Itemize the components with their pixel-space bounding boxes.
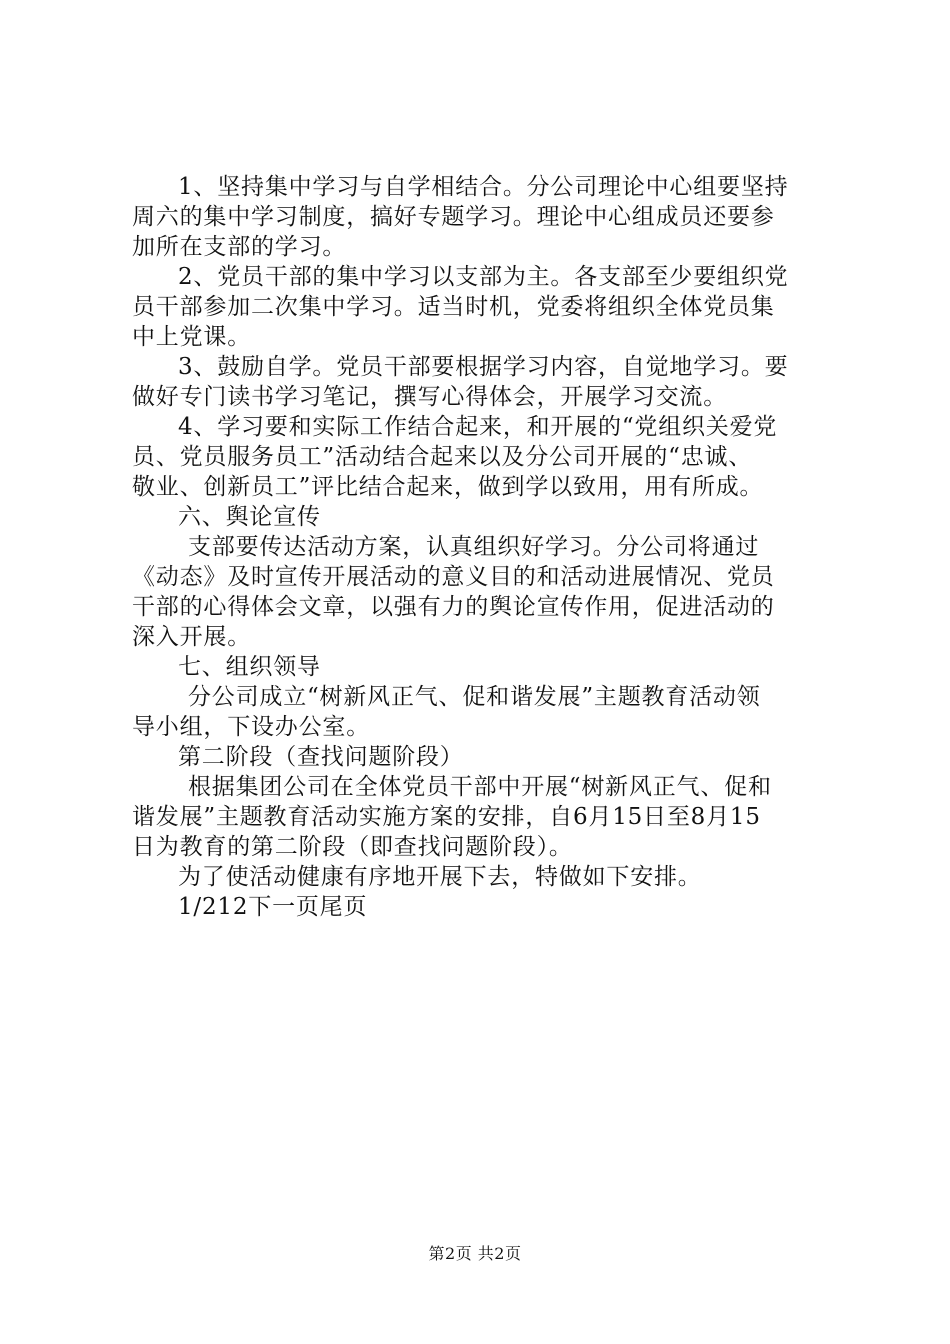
section-heading: 六、舆论宣传 bbox=[178, 504, 321, 530]
paragraph-line: 谐发展”主题教育活动实施方案的安排，自6月15日至8月15 bbox=[132, 804, 761, 830]
pagination-text: 1/212下一页尾页 bbox=[178, 894, 368, 920]
paragraph-line: 做好专门读书学习笔记，撰写心得体会，开展学习交流。 bbox=[132, 384, 727, 410]
paragraph-line: 导小组，下设办公室。 bbox=[132, 714, 370, 740]
paragraph-line: 干部的心得体会文章，以强有力的舆论宣传作用，促进活动的 bbox=[132, 594, 775, 620]
paragraph-line: 3、鼓励自学。党员干部要根据学习内容，自觉地学习。要 bbox=[178, 354, 789, 380]
paragraph-line: 分公司成立“树新风正气、促和谐发展”主题教育活动领 bbox=[188, 684, 761, 710]
document-body bbox=[132, 172, 832, 922]
section-heading: 第二阶段（查找问题阶段） bbox=[178, 744, 464, 770]
paragraph-line: 2、党员干部的集中学习以支部为主。各支部至少要组织党 bbox=[178, 264, 789, 290]
page-footer: 第2页 共2页 bbox=[428, 1244, 522, 1263]
paragraph-line: 深入开展。 bbox=[132, 624, 251, 650]
paragraph-line: 加所在支部的学习。 bbox=[132, 234, 347, 260]
section-heading: 七、组织领导 bbox=[178, 654, 321, 680]
paragraph-line: 《动态》及时宣传开展活动的意义目的和活动进展情况、党员 bbox=[132, 564, 775, 590]
paragraph-line: 员干部参加二次集中学习。适当时机，党委将组织全体党员集 bbox=[132, 294, 775, 320]
paragraph-line: 支部要传达活动方案，认真组织好学习。分公司将通过 bbox=[188, 534, 760, 560]
paragraph-line: 中上党课。 bbox=[132, 324, 251, 350]
paragraph-line: 员、党员服务员工”活动结合起来以及分公司开展的“忠诚、 bbox=[132, 444, 753, 470]
paragraph-line: 根据集团公司在全体党员干部中开展“树新风正气、促和 bbox=[188, 774, 772, 800]
paragraph-line: 周六的集中学习制度，搞好专题学习。理论中心组成员还要参 bbox=[132, 204, 775, 230]
paragraph-line: 4、学习要和实际工作结合起来，和开展的“党组织关爱党 bbox=[178, 414, 778, 440]
paragraph-line: 为了使活动健康有序地开展下去，特做如下安排。 bbox=[178, 864, 702, 890]
paragraph-line: 1、坚持集中学习与自学相结合。分公司理论中心组要坚持 bbox=[178, 174, 789, 200]
paragraph-line: 敬业、创新员工”评比结合起来，做到学以致用，用有所成。 bbox=[132, 474, 764, 500]
paragraph-line: 日为教育的第二阶段（即查找问题阶段）。 bbox=[132, 834, 573, 860]
